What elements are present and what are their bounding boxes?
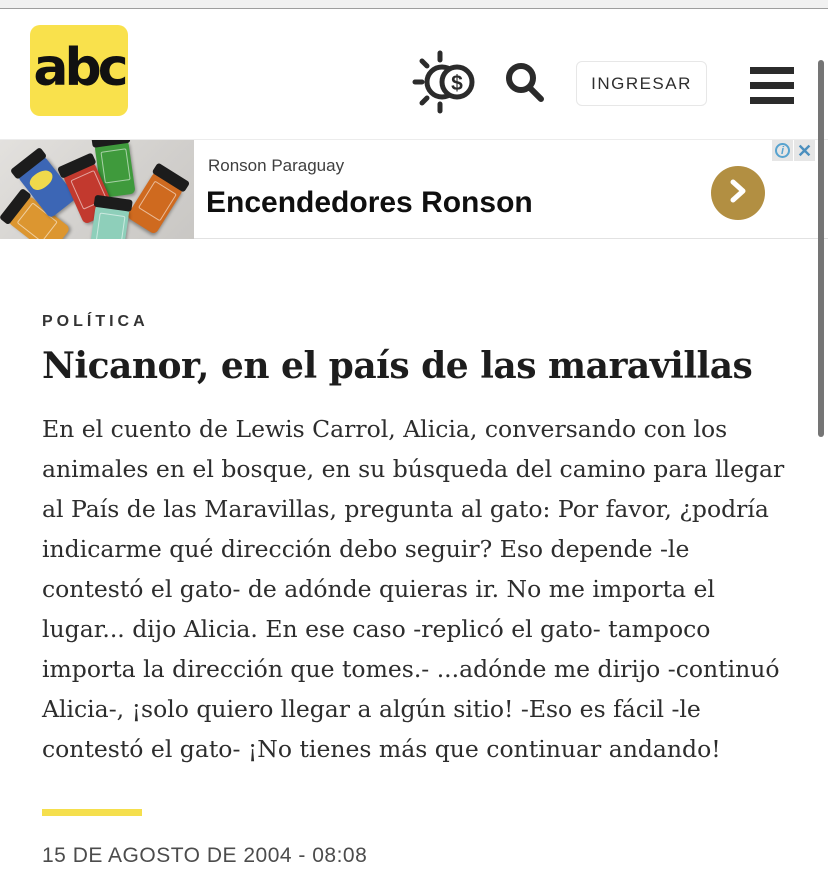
ad-choice-badges: [771, 140, 815, 161]
section-label-politica[interactable]: POLÍTICA: [42, 313, 149, 330]
ad-info-icon[interactable]: i: [772, 140, 793, 161]
ad-advertiser-name[interactable]: Ronson Paraguay: [208, 156, 345, 175]
svg-text:$: $: [451, 72, 463, 95]
ad-close-icon[interactable]: ✕: [794, 140, 815, 161]
lighter-teal: [88, 204, 129, 239]
article-date: 15 DE AGOSTO DE 2004 - 08:08: [42, 844, 368, 867]
article-title: Nicanor, en el país de las maravillas: [42, 345, 753, 387]
site-header: [0, 9, 828, 139]
article-body: En el cuento de Lewis Carrol, Alicia, conversando con los animales en el bosque, en su búsqueda del camino para llegar al País de las Maravillas, pregunta al gato: Por favor, ¿podría indicarme qué dirección debo seguir? Eso depende -le contestó el gato- de adónde quieras ir. No me importa el lugar... dijo Alicia. En ese caso -replicó el gato- tampoco importa la dirección que tomes.- ...adónde me dirijo -continuó Alicia-, ¡solo quiero llegar a algún sitio! -Eso es fácil -le contestó el gato- ¡No tienes más que continuar andando!: [42, 415, 785, 763]
abc-logo[interactable]: [30, 25, 128, 116]
page-scrollbar-thumb[interactable]: [818, 60, 824, 437]
yellow-divider: [42, 809, 142, 816]
article: [0, 313, 828, 868]
chevron-right-icon: [726, 176, 750, 211]
abc-logo-text: abc: [33, 37, 125, 98]
login-button[interactable]: INGRESAR: [576, 61, 707, 106]
hamburger-menu-icon[interactable]: [750, 67, 794, 104]
lighter-orange: [126, 171, 183, 235]
browser-top-strip: [0, 0, 828, 9]
ad-cta-button[interactable]: [711, 166, 765, 220]
ad-headline[interactable]: Encendedores Ronson: [206, 186, 533, 219]
ad-banner[interactable]: [0, 139, 828, 239]
currency-rates-icon[interactable]: [410, 49, 482, 120]
search-icon[interactable]: [503, 60, 547, 109]
ad-lighters-image[interactable]: [0, 140, 194, 239]
